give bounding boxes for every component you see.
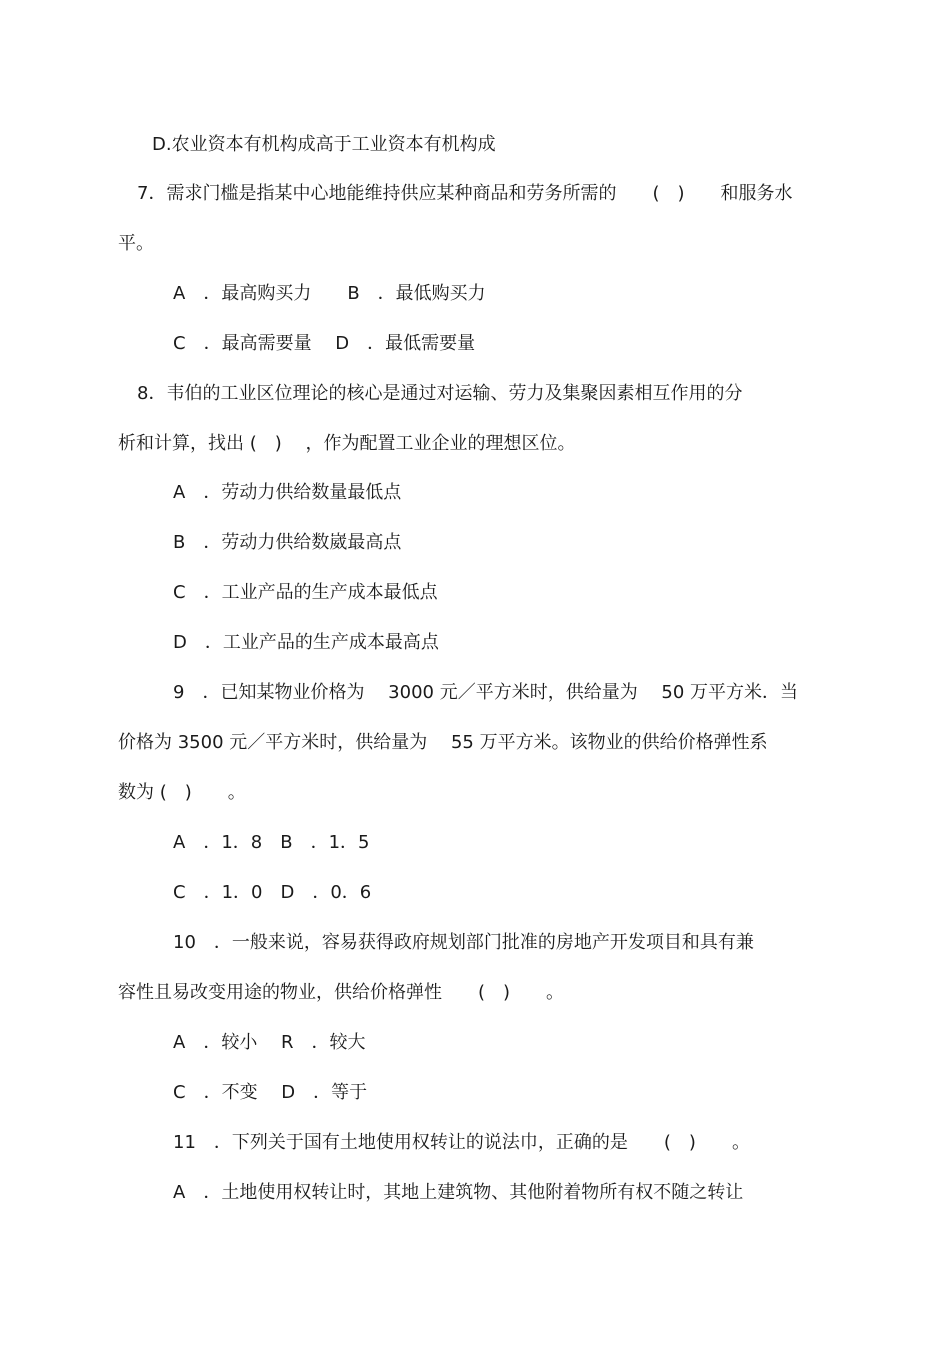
option-a-q8: A ．劳动力供给数量最低点 bbox=[173, 482, 402, 503]
options-q9-ab: A ．1．8 B ．1．5 bbox=[173, 832, 370, 853]
options-q10-cd: C ．不变 D ．等于 bbox=[173, 1082, 368, 1103]
question-8-line-2: 析和计算，找出 ( ) ，作为配置工业企业的理想区位。 bbox=[118, 433, 576, 454]
question-9-line-1: 9 ．已知某物业价格为 3000 元／平方米时，供给量为 50 万平方米．当 bbox=[173, 682, 799, 703]
question-7-line-1: 7．需求门槛是指某中心地能维持供应某种商品和劳务所需的 ( ) 和服务水 bbox=[137, 183, 793, 204]
option-b-q8: B ．劳动力供给数崴最高点 bbox=[173, 532, 402, 553]
option-a-q11: A ．土地使用权转让时，其地上建筑物、其他附着物所有权不随之转让 bbox=[173, 1182, 744, 1203]
question-9-line-3: 数为 ( ) 。 bbox=[118, 782, 246, 803]
options-q7-ab: A ．最高购买力 B ．最低购买力 bbox=[173, 283, 486, 304]
option-d-q8: D ．工业产品的生产成本最高点 bbox=[173, 632, 439, 653]
options-q9-cd: C ．1．0 D ．0．6 bbox=[173, 882, 372, 903]
question-8-line-1: 8．韦伯的工业区位理论的核心是通过对运输、劳力及集聚因素相互作用的分 bbox=[137, 383, 743, 404]
options-q10-ab: A ．较小 R ．较大 bbox=[173, 1032, 366, 1053]
question-10-line-2: 容性且易改变用途的物业，供给价格弹性 ( ) 。 bbox=[118, 982, 565, 1003]
option-d-q6: D.农业资本有机构成高于工业资本有机构成 bbox=[152, 134, 496, 155]
question-10-line-1: 10 ．一般来说，容易获得政府规划部门批准的房地产开发项目和具有兼 bbox=[173, 932, 754, 953]
question-7-line-2: 平。 bbox=[118, 233, 154, 254]
question-11-line-1: 11 ．下列关于国有土地使用权转让的说法巾，正确的是 ( ) 。 bbox=[173, 1132, 750, 1153]
option-c-q8: C ．工业产品的生产成本最低点 bbox=[173, 582, 438, 603]
options-q7-cd: C ．最高需要量 D ．最低需要量 bbox=[173, 333, 476, 354]
question-9-line-2: 价格为 3500 元／平方米时，供给量为 55 万平方米。该物业的供给价格弹性系 bbox=[118, 732, 768, 753]
